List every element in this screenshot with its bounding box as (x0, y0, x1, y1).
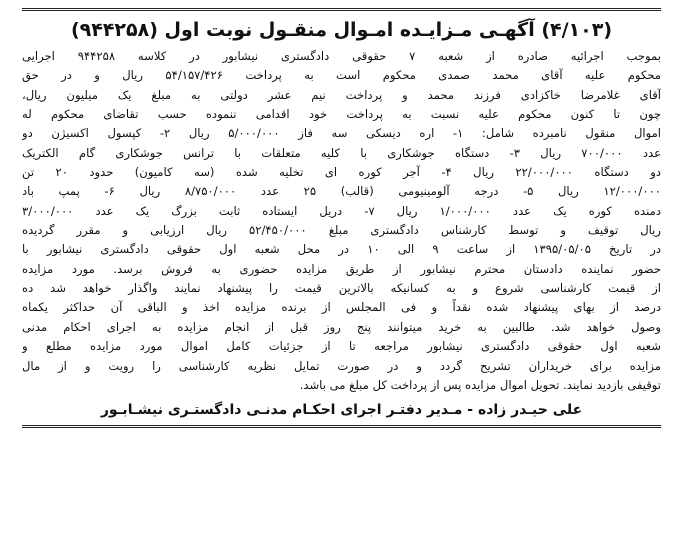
body-line: چون تا کنون محکوم علیه نسبت به پرداخت خود اقدامی ننموده حسب تقاضای محکوم له (22, 107, 661, 122)
bottom-divider (22, 425, 661, 428)
body-line: دو دستگاه ۲۲/۰۰۰/۰۰۰ ریال ۴- آجر کوره ای تخلیه شده (سه کامیون) حدود ۲۰ تن (22, 165, 661, 180)
body-line: درصد از بهای پیشنهاد شده نقداً و فی المجلس از برنده مزایده اخذ و الباقی آن حداکثر یکماه (22, 300, 661, 315)
auction-notice (22, 8, 661, 550)
signature-line: علی حیـدر زاده - مـدیر دفتـر اجرای احکـام مدنـی دادگستـری نیشـابـور (100, 402, 583, 419)
body-line: دمنده کوره یک عدد ۱/۰۰۰/۰۰۰ ریال ۷- دریل ایستاده ثابت بزرگ یک عدد ۳/۰۰۰/۰۰۰ (22, 203, 661, 218)
body-line: اموال منقول نامبرده شامل: ۱- اره دیسکی سه فاز ۵/۰۰۰/۰۰۰ ریال ۲- کپسول اکسیژن دو (22, 126, 661, 141)
body-line: وصول خواهد شد. طالبین به خرید میتوانند پنج روز قبل از انجام مزایده به اجرای احکام مدنی (22, 319, 661, 334)
body-line: حضور نماینده دادستان محترم نیشابور از طریق مزایده حضوری به فروش برسد. مورد مزایده (22, 261, 661, 276)
body-line: مزایده برای خریداران تشریح گردد و در صورت تمایل نظریه کارشناسی را رویت و از مال (22, 358, 661, 373)
notice-body (22, 47, 661, 395)
body-line: بموجب اجرائیه صادره از شعبه ۷ حقوقی دادگستری نیشابور در کلاسه ۹۴۴۲۵۸ اجرایی (22, 49, 661, 63)
body-line: شعبه اول حقوقی دادگستری نیشابور مراجعه تا از جزئیات کامل اموال مورد مزایده مطلع و (22, 339, 661, 354)
body-line: آقای غلامرضا خاکزادی فرزند محمد و پرداخت نیم عشر دولتی به مبلغ یک میلیون ریال، (22, 87, 661, 102)
body-line: ریال توقیف و توسط کارشناس دادگستری مبلغ ۵۲/۴۵۰/۰۰۰ ریال ارزیابی و مقرر گردیده (22, 223, 661, 238)
body-line: از قیمت کارشناسی شروع و به کسانیکه بالاترین قیمت را پیشنهاد نمایند واگذار خواهد شد ده (22, 281, 661, 296)
notice-title: (۴/۱۰۳) آگهـی مـزایـده امـوال منقـول نوبت اول (۹۴۴۲۵۸) (70, 19, 613, 41)
body-line: در تاریخ ۱۳۹۵/۰۵/۰۵ از ساعت ۹ الی ۱۰ در محل شعبه اول حقوقی دادگستری نیشابور با (22, 242, 661, 257)
body-line: توقیفی بازدید نمایند. تحویل اموال مزایده پس از پرداخت کل مبلغ می باشد. (299, 377, 661, 392)
body-line: محکوم علیه آقای محمد صمدی محکوم است به پرداخت ۵۴/۱۵۷/۴۲۶ ریال و در حق (22, 68, 661, 83)
body-line: عدد ۷۰۰/۰۰۰ ریال ۳- دستگاه جوشکاری با کلیه متعلقات با ترانس جوشکاری گام الکتریک (22, 145, 661, 160)
body-line: ۱۲/۰۰۰/۰۰۰ ریال ۵- درجه آلومینیومی (قالب) ۲۵ عدد ۸/۷۵۰/۰۰۰ ریال ۶- پمپ باد (22, 184, 661, 199)
top-divider (22, 8, 661, 11)
